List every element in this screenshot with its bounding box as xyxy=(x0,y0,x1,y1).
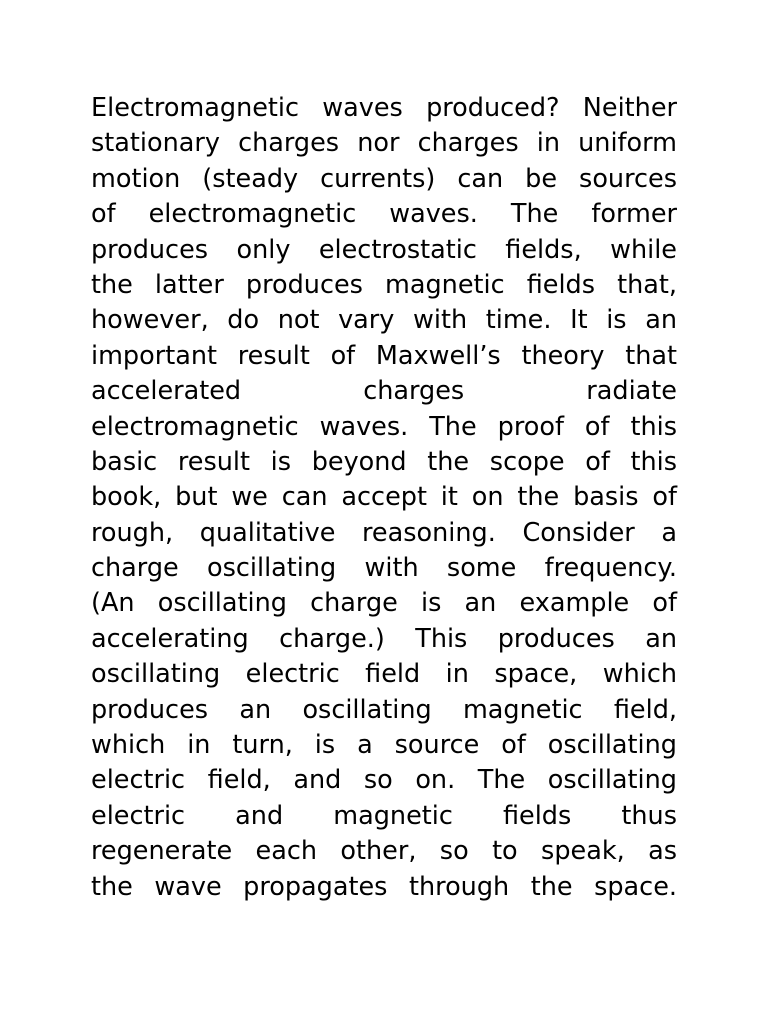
text-line: Electromagnetic waves produced? Neither xyxy=(91,93,677,123)
text-line: of electromagnetic waves. The former xyxy=(91,199,677,230)
text-line: accelerated charges radiate xyxy=(91,376,677,407)
text-line: rough, qualitative reasoning. Consider a xyxy=(91,517,677,548)
text-line: electric and magnetic fields thus xyxy=(91,800,677,831)
text-line: the wave propagates through the space. xyxy=(91,871,677,902)
text-line: (An oscillating charge is an example of xyxy=(91,588,677,619)
text-line: basic result is beyond the scope of this xyxy=(91,446,677,477)
text-line: stationary charges nor charges in uniform xyxy=(91,128,677,159)
body-paragraph xyxy=(91,91,677,905)
text-line: motion (steady currents) can be sources xyxy=(91,163,677,194)
text-line: produces only electrostatic fields, while xyxy=(91,234,677,265)
text-line: important result of Maxwell’s theory that xyxy=(91,340,677,371)
text-line: however, do not vary with time. It is an xyxy=(91,305,677,336)
text-line: which in turn, is a source of oscillating xyxy=(91,730,677,761)
text-line: the latter produces magnetic fields that, xyxy=(91,269,677,300)
text-line: produces an oscillating magnetic field, xyxy=(91,694,677,725)
text-line: regenerate each other, so to speak, as xyxy=(91,836,677,867)
text-line: accelerating charge.) This produces an xyxy=(91,623,677,654)
text-line: oscillating electric field in space, which xyxy=(91,659,677,690)
text-line: electromagnetic waves. The proof of this xyxy=(91,411,677,442)
text-line: charge oscillating with some frequency. xyxy=(91,553,677,584)
text-line: book, but we can accept it on the basis of xyxy=(91,482,677,513)
text-line: electric field, and so on. The oscillating xyxy=(91,765,677,796)
